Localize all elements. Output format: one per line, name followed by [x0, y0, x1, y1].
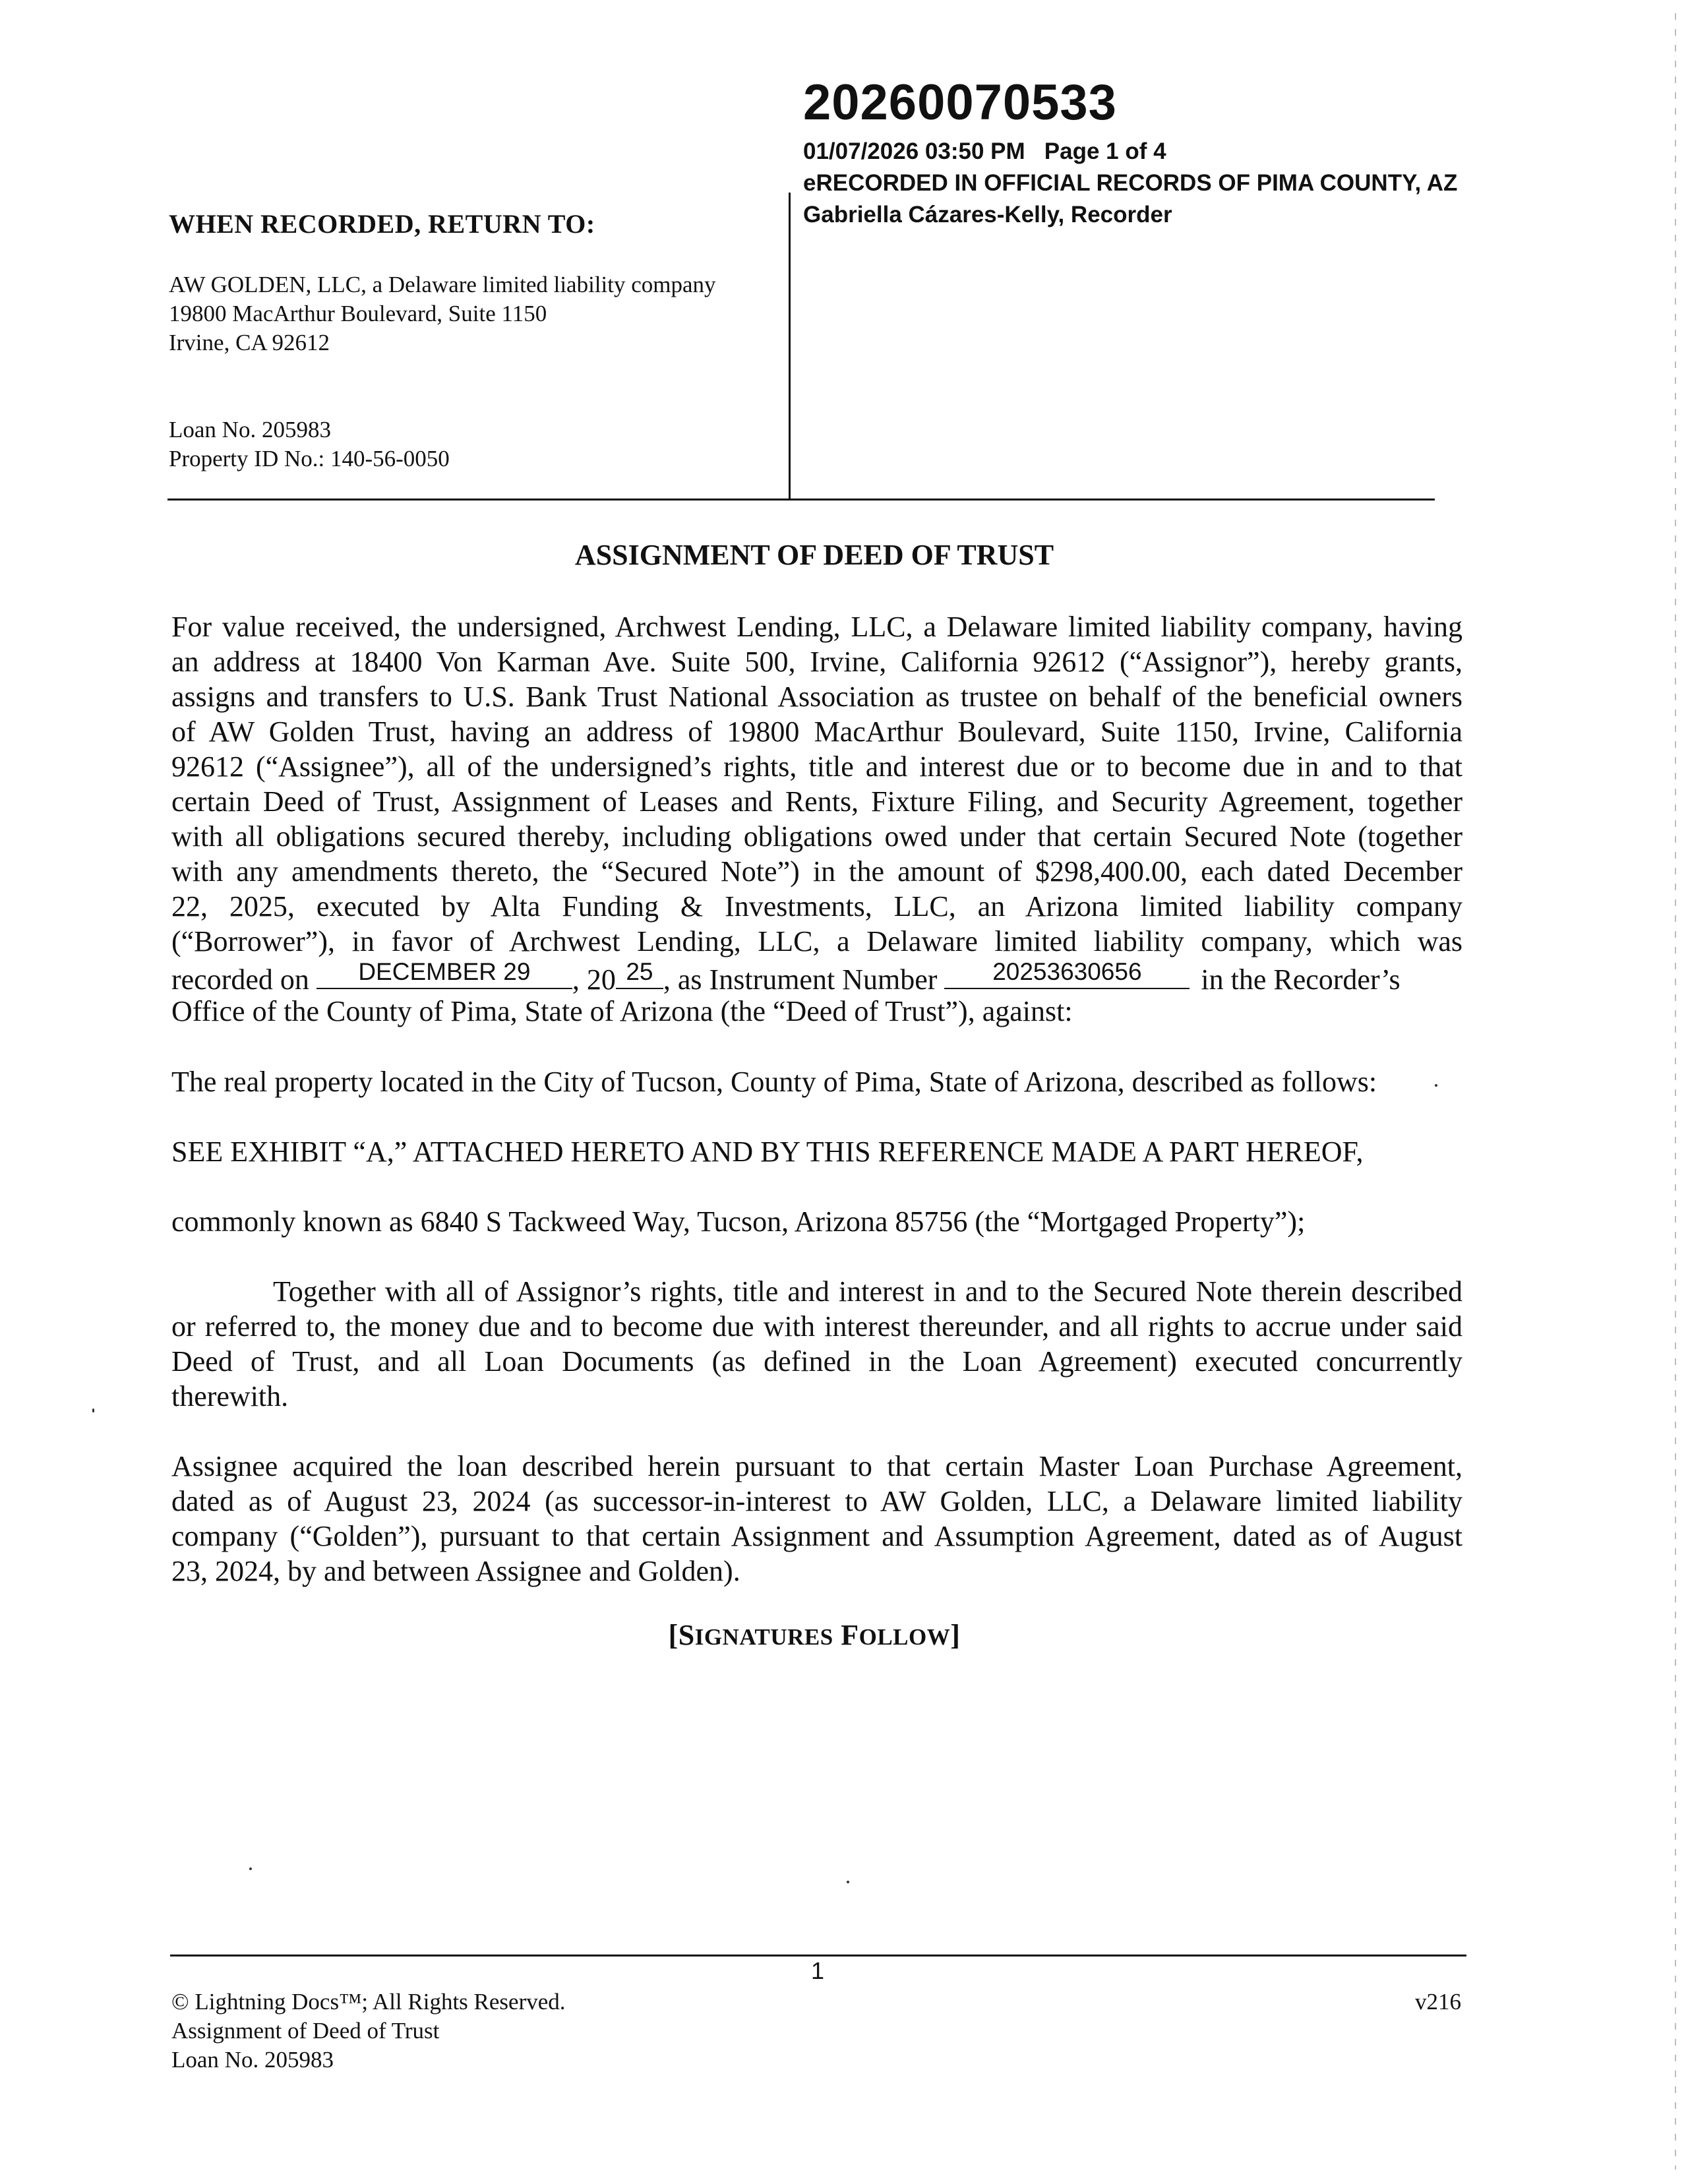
- footer-rule: [170, 1955, 1466, 1957]
- document-title: ASSIGNMENT OF DEED OF TRUST: [574, 539, 1054, 571]
- return-address-line: Irvine, CA 92612: [169, 330, 330, 355]
- paragraph-line: certain Deed of Trust, Assignment of Leases and Rents, Fixture Filing, and Security Agreement, together: [171, 785, 1462, 818]
- exhibit-reference: SEE EXHIBIT “A,” ATTACHED HERETO AND BY THIS REFERENCE MADE A PART HEREOF,: [171, 1136, 1364, 1168]
- scan-speck: [847, 1881, 849, 1883]
- return-address-line: 19800 MacArthur Boulevard, Suite 1150: [169, 301, 547, 326]
- paragraph-line: (“Borrower”), in favor of Archwest Lending, LLC, a Delaware limited liability company, which was: [171, 925, 1462, 957]
- paragraph-line: dated as of August 23, 2024 (as successor-in-interest to AW Golden, LLC, a Delaware limited liability: [171, 1485, 1462, 1517]
- scan-speck: [249, 1867, 252, 1870]
- scan-speck: [92, 1409, 94, 1412]
- paragraph-line: with any amendments thereto, the “Secured Note”) in the amount of $298,400.00, each dated December: [171, 855, 1462, 888]
- paragraph-line: assigns and transfers to U.S. Bank Trust National Association as trustee on behalf of the beneficial owners: [171, 681, 1462, 713]
- follow-initial: F: [833, 1619, 859, 1651]
- scan-edge-artifact: [1675, 13, 1676, 2169]
- loan-number: Loan No. 205983: [169, 417, 331, 442]
- recording-office-line: eRECORDED IN OFFICIAL RECORDS OF PIMA COUNTY, AZ: [803, 170, 1458, 196]
- paragraph-line: Deed of Trust, and all Loan Documents (as defined in the Loan Agreement) executed concurrently: [171, 1345, 1462, 1378]
- header-box-divider: [789, 193, 791, 500]
- return-address-line: AW GOLDEN, LLC, a Delaware limited liability company: [169, 272, 716, 297]
- property-id: Property ID No.: 140-56-0050: [169, 446, 450, 471]
- recorded-year-field[interactable]: [616, 959, 663, 989]
- year-prefix: , 20: [572, 963, 616, 996]
- paragraph-line: or referred to, the money due and to become due with interest thereunder, and all rights to accrue under said: [171, 1310, 1462, 1343]
- follow-word: OLLOW: [859, 1624, 951, 1650]
- paragraph-line: company (“Golden”), pursuant to that certain Assignment and Assumption Agreement, dated as of August: [171, 1520, 1462, 1552]
- footer-document-name: Assignment of Deed of Trust: [171, 2018, 440, 2044]
- paragraph-line: with all obligations secured thereby, including obligations owed under that certain Secured Note (together: [171, 820, 1462, 853]
- recorded-year-value: 25: [626, 958, 653, 985]
- instrument-number-field[interactable]: [944, 959, 1190, 989]
- footer-version: v216: [1415, 1989, 1461, 2015]
- signatures-follow-heading: [0, 1618, 1629, 1652]
- paragraph-line: Office of the County of Pima, State of Arizona (the “Deed of Trust”), against:: [171, 995, 1073, 1027]
- paragraph-line: an address at 18400 Von Karman Ave. Suite 500, Irvine, California 92612 (“Assignor”), hereby grants,: [171, 646, 1462, 678]
- paragraph-line: 22, 2025, executed by Alta Funding & Investments, LLC, an Arizona limited liability company: [171, 890, 1462, 923]
- return-to-heading: WHEN RECORDED, RETURN TO:: [169, 209, 595, 239]
- paragraph-line: 92612 (“Assignee”), all of the undersigned’s rights, title and interest due or to become due in and to that: [171, 750, 1462, 783]
- recording-datetime: 01/07/2026 03:50 PM Page 1 of 4: [803, 138, 1166, 164]
- scan-speck: [1435, 1084, 1437, 1087]
- recorded-on-line: [171, 959, 1401, 997]
- property-location-line: The real property located in the City of Tucson, County of Pima, State of Arizona, described as follows:: [171, 1066, 1377, 1098]
- paragraph-line: Assignee acquired the loan described herein pursuant to that certain Master Loan Purchase Agreement,: [171, 1450, 1462, 1482]
- paragraph-line: therewith.: [171, 1380, 289, 1412]
- recording-instrument-number: 20260070533: [803, 75, 1117, 131]
- recorder-name: Gabriella Cázares-Kelly, Recorder: [803, 202, 1172, 228]
- paragraph-line: of AW Golden Trust, having an address of 19800 MacArthur Boulevard, Suite 1150, Irvine, California: [171, 715, 1462, 748]
- bracket-open: [S: [668, 1619, 695, 1651]
- paragraph-line: Together with all of Assignor’s rights, title and interest in and to the Secured Note therein described: [273, 1275, 1462, 1308]
- footer-copyright: © Lightning Docs™; All Rights Reserved.: [171, 1989, 566, 2015]
- instrument-number-value: 20253630656: [992, 958, 1142, 985]
- recorded-date-field[interactable]: [316, 959, 572, 989]
- property-address-line: commonly known as 6840 S Tackweed Way, Tucson, Arizona 85756 (the “Mortgaged Property”);: [171, 1205, 1306, 1238]
- paragraph-line: For value received, the undersigned, Archwest Lending, LLC, a Delaware limited liability company, having: [171, 611, 1462, 643]
- recorder-suffix: in the Recorder’s: [1201, 963, 1401, 996]
- recorded-date-value: DECEMBER 29: [358, 958, 531, 985]
- header-box-rule: [167, 499, 1435, 501]
- instrument-prefix: , as Instrument Number: [663, 963, 938, 996]
- signatures-word: IGNATURES: [694, 1624, 833, 1650]
- bracket-close: ]: [950, 1619, 961, 1651]
- footer-loan-number: Loan No. 205983: [171, 2047, 334, 2073]
- recorded-on-prefix: recorded on: [171, 963, 309, 996]
- page-number: 1: [811, 1957, 825, 1984]
- paragraph-line: 23, 2024, by and between Assignee and Golden).: [171, 1555, 740, 1587]
